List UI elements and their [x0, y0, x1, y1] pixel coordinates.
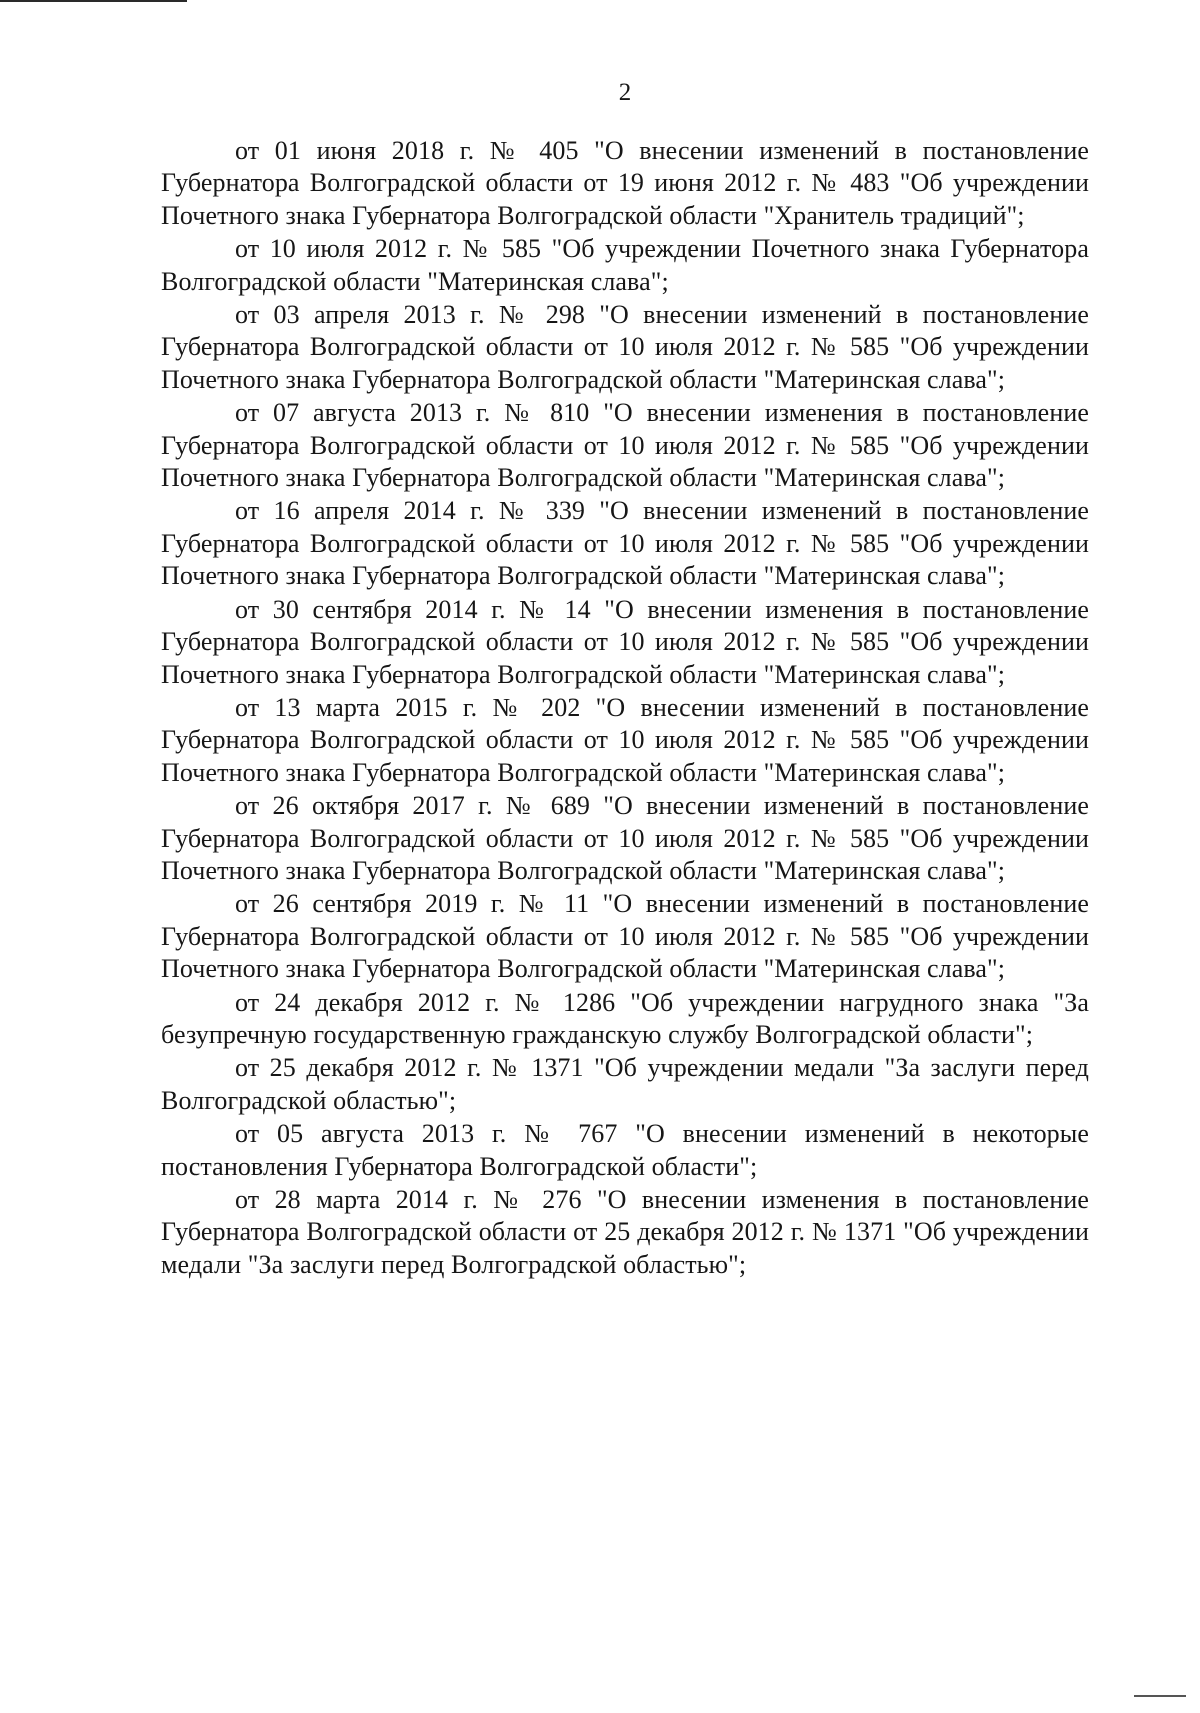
- decree-paragraph: от 30 сентября 2014 г. № 14 "О внесении изменения в постановление Губернатора Волгоградской области от 10 июля 2012 г. № 585 "Об учреждении Почетного знака Губернатора Волгоградской области "Материнская слава";: [161, 594, 1089, 689]
- decree-paragraph: от 03 апреля 2013 г. № 298 "О внесении изменений в постановление Губернатора Волгоградской области от 10 июля 2012 г. № 585 "Об учреждении Почетного знака Губернатора Волгоградской области "Материнская слава";: [161, 300, 1089, 394]
- decree-paragraph: от 26 сентября 2019 г. № 11 "О внесении изменений в постановление Губернатора Волгоградской области от 10 июля 2012 г. № 585 "Об учреждении Почетного знака Губернатора Волгоградской области "Материнская слава";: [161, 889, 1089, 984]
- decree-paragraph: от 25 декабря 2012 г. № 1371 "Об учреждении медали "За заслуги перед Волгоградской областью";: [161, 1053, 1089, 1115]
- decree-paragraph: от 01 июня 2018 г. № 405 "О внесении изменений в постановление Губернатора Волгоградской области от 19 июня 2012 г. № 483 "Об учреждении Почетного знака Губернатора Волгоградской области "Хранитель традиций";: [161, 136, 1089, 230]
- document-page: [161, 78, 1089, 1282]
- scan-edge-mark: [0, 0, 187, 2]
- decree-paragraph: от 07 августа 2013 г. № 810 "О внесении изменения в постановление Губернатора Волгоградской области от 10 июля 2012 г. № 585 "Об учреждении Почетного знака Губернатора Волгоградской области "Материнская слава";: [161, 398, 1089, 493]
- page-number: 2: [618, 79, 632, 106]
- decree-list: [161, 135, 1089, 1281]
- decree-paragraph: от 10 июля 2012 г. № 585 "Об учреждении Почетного знака Губернатора Волгоградской области "Материнская слава";: [161, 234, 1089, 296]
- decree-paragraph: от 05 августа 2013 г. № 767 "О внесении изменений в некоторые постановления Губернатора Волгоградской области";: [161, 1119, 1089, 1181]
- decree-paragraph: от 26 октября 2017 г. № 689 "О внесении изменений в постановление Губернатора Волгоградской области от 10 июля 2012 г. № 585 "Об учреждении Почетного знака Губернатора Волгоградской области "Материнская слава";: [161, 791, 1089, 885]
- decree-paragraph: от 16 апреля 2014 г. № 339 "О внесении изменений в постановление Губернатора Волгоградской области от 10 июля 2012 г. № 585 "Об учреждении Почетного знака Губернатора Волгоградской области "Материнская слава";: [161, 496, 1089, 591]
- decree-paragraph: от 24 декабря 2012 г. № 1286 "Об учреждении нагрудного знака "За безупречную государственную гражданскую службу Волгоградской области";: [161, 987, 1089, 1049]
- decree-paragraph: от 13 марта 2015 г. № 202 "О внесении изменений в постановление Губернатора Волгоградской области от 10 июля 2012 г. № 585 "Об учреждении Почетного знака Губернатора Волгоградской области "Материнская слава";: [161, 692, 1089, 787]
- decree-paragraph: от 28 марта 2014 г. № 276 "О внесении изменения в постановление Губернатора Волгоградской области от 25 декабря 2012 г. № 1371 "Об учреждении медали "За заслуги перед Волгоградской областью";: [161, 1185, 1089, 1279]
- scan-edge-mark-bottom: [1134, 1695, 1186, 1697]
